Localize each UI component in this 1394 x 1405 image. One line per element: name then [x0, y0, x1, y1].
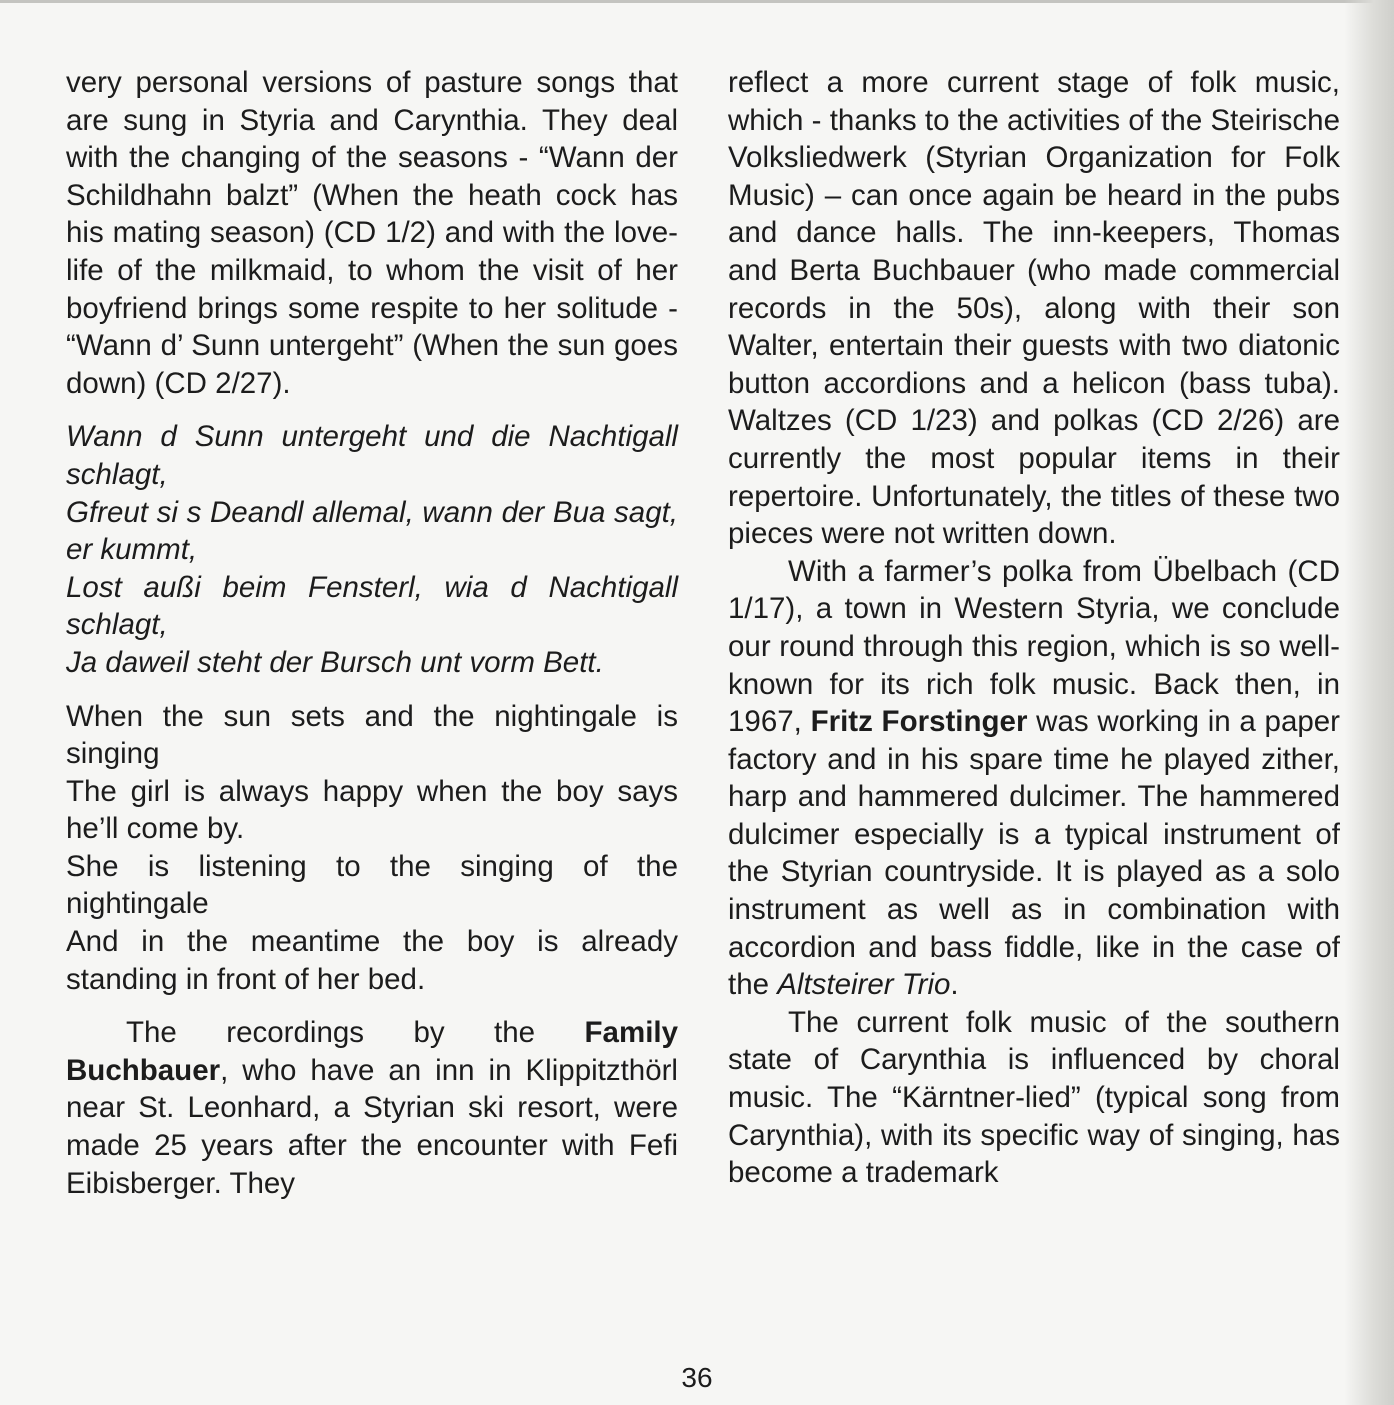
ensemble-name-italic: Altsteirer Trio — [777, 968, 951, 1002]
paragraph-family-buchbauer — [66, 1014, 678, 1202]
verse-line: Gfreut si s Deandl allemal, wann der Bua sagt, er kummt, — [66, 495, 678, 567]
text-run: , who have an inn in Klippitzthörl near St. Leonhard, a Styrian ski resort, were made 25 years after the encounter with Fefi Eibisberger. They — [66, 1053, 678, 1200]
artist-name-bold: Family Buchbauer — [66, 1016, 678, 1087]
song-verse — [66, 418, 678, 681]
paragraph-fritz-forstinger — [728, 553, 1340, 1004]
text-run: was working in a paper factory and in his spare time he played zither, harp and hammered dulcimer. The hammered dulcimer especially is a typical instrument of the Styrian countryside. It is played as a solo instrument as well as in combination with accordion and bass fiddle, like in the case of the — [728, 705, 1340, 1002]
translation-line: She is listening to the singing of the nightingale — [66, 849, 678, 921]
right-column — [728, 64, 1340, 1192]
verse-line: Ja daweil steht der Bursch unt vorm Bett. — [66, 645, 604, 679]
verse-line: Wann d Sunn untergeht und die Nachtigall schlagt, — [66, 420, 678, 491]
page-top-edge — [0, 0, 1394, 3]
text-run: . — [950, 968, 959, 1002]
verse-line: Lost außi beim Fensterl, wia d Nachtigall schlagt, — [66, 570, 678, 642]
text-run: With a farmer’s polka from Übelbach (CD 1/17), a town in Western Styria, we conclude our round through this region, which is so well-known for its rich folk music. Back then, in 1967, — [728, 554, 1340, 739]
artist-name-bold: Fritz Forstinger — [810, 705, 1028, 739]
paragraph-current-folk-music: reflect a more current stage of folk music, which - thanks to the activities of the Steirische Volksliedwerk (Styrian Organization for Folk Music) – can once again be heard in the pubs and dance halls. The inn-keepers, Thomas and Berta Buchbauer (who made commercial records in the 50s), along with their son Walter, entertain their guests with two diatonic button accordions and a helicon (bass tuba). Waltzes (CD 1/23) and polkas (CD 2/26) are currently the most popular items in their repertoire. Unfortunately, the titles of these two pieces were not written down. — [728, 66, 1340, 551]
translation-line: The girl is always happy when the boy says he’ll come by. — [66, 774, 678, 846]
translation-line: When the sun sets and the nightingale is singing — [66, 699, 678, 771]
left-column — [66, 64, 678, 1202]
translation-line: And in the meantime the boy is already standing in front of her bed. — [66, 925, 678, 996]
verse-translation — [66, 698, 678, 999]
paragraph-pasture-songs: very personal versions of pasture songs that are sung in Styria and Carynthia. They deal with the changing of the seasons - “Wann der Schildhahn balzt” (When the heath cock has his mating season) (CD 1/2) and with the love-life of the milkmaid, to whom the visit of her boyfriend brings some respite to her solitude - “Wann d’ Sunn untergeht” (When the sun goes down) (CD 2/27). — [66, 66, 678, 400]
page-number: 36 — [681, 1362, 713, 1393]
text-run: The recordings by the — [126, 1016, 585, 1050]
page-binding-shadow — [1344, 0, 1394, 1405]
paragraph-carynthia: The current folk music of the southern state of Carynthia is influenced by choral music. The “Kärntner-lied” (typical song from Carynthia), with its specific way of singing, has become a trademark — [728, 1005, 1340, 1190]
